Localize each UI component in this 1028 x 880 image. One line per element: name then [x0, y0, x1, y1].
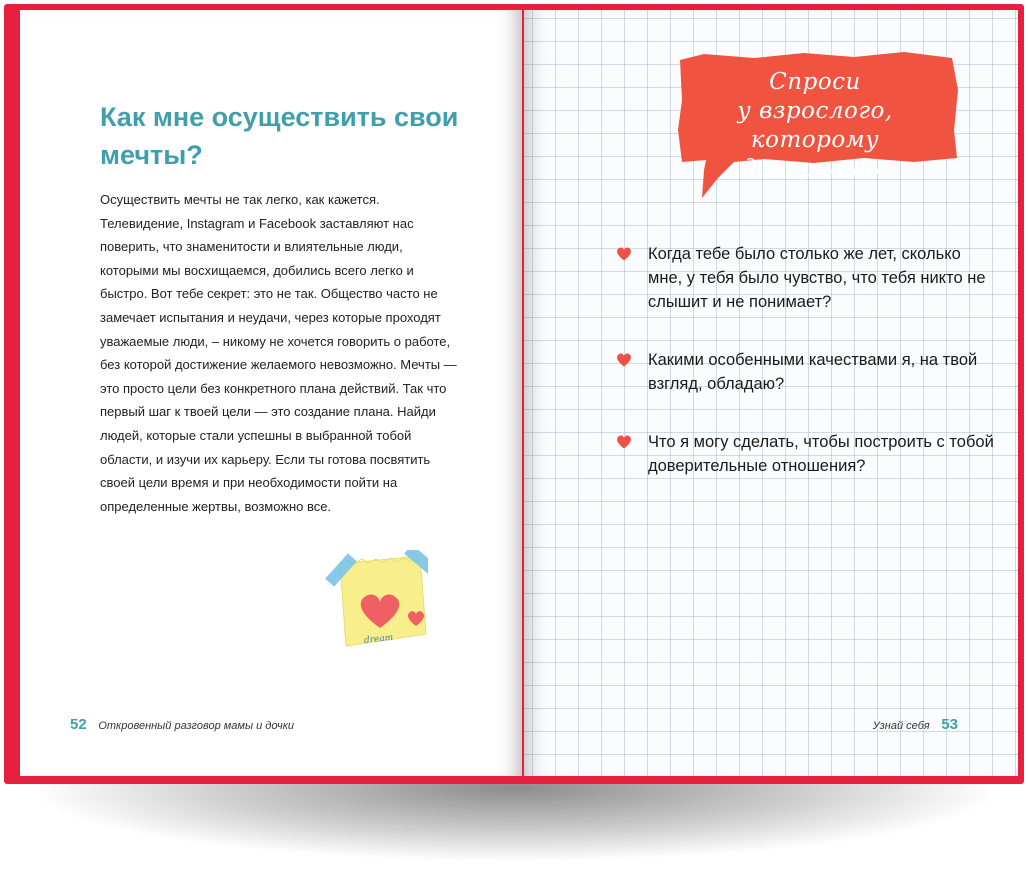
footer-left — [70, 716, 294, 733]
question-text: Когда тебе было столько же лет, сколько мне, у тебя было чувство, что тебя никто не слышит и не понимает? — [648, 245, 986, 311]
sticky-note-label: dream — [363, 633, 394, 647]
left-page — [20, 10, 522, 776]
question-list — [616, 242, 996, 512]
heart-icon — [616, 434, 632, 449]
banner-line: Спроси — [769, 69, 861, 95]
question-text: Что я могу сделать, чтобы построить с тобой доверительные отношения? — [648, 433, 994, 475]
book-shadow — [40, 780, 990, 860]
banner-line: у взрослого, — [737, 98, 893, 124]
list-item — [616, 242, 996, 314]
running-title: Откровенный разговор мамы и дочки — [98, 720, 295, 732]
page-number: 53 — [941, 716, 958, 733]
body-text: Осуществить мечты не так легко, как кажется. Телевидение, Instagram и Facebook заставляют нас поверить, что знаменитости и влиятельные люди, которыми мы восхищаемся, добились всего легко и быстро. Вот тебе секрет: это не так. Общество часто не замечает испытания и неудачи, через которые проходят уважаемые люди, – никому не хочется говорить о работе, без которой достижение желаемого невозможно. Мечты — это просто цели без конкретного плана действий. Так что первый шаг к твоей цели — это создание плана. Найди людей, которые стали успешны в выбранной тобой области, и изучи их карьеру. Если ты готова посвятить своей цели время и при необходимости пойти на определенные жертвы, возможно все. — [100, 192, 457, 514]
question-text: Какими особенными качествами я, на твой взгляд, обладаю? — [648, 351, 978, 393]
right-page — [524, 10, 1018, 776]
page-number: 52 — [70, 716, 87, 733]
banner-line: которому доверяешь: — [741, 127, 889, 182]
list-item — [616, 348, 996, 396]
running-title: Узнай себя — [872, 720, 930, 732]
list-item — [616, 430, 996, 478]
banner-text — [674, 68, 956, 184]
heart-icon — [616, 246, 632, 261]
heart-icon — [616, 352, 632, 367]
page-title: Как мне осуществить свои мечты? — [100, 102, 459, 170]
sticky-note-illustration — [318, 550, 428, 650]
footer-right — [873, 716, 958, 733]
book-spread — [4, 4, 1024, 784]
